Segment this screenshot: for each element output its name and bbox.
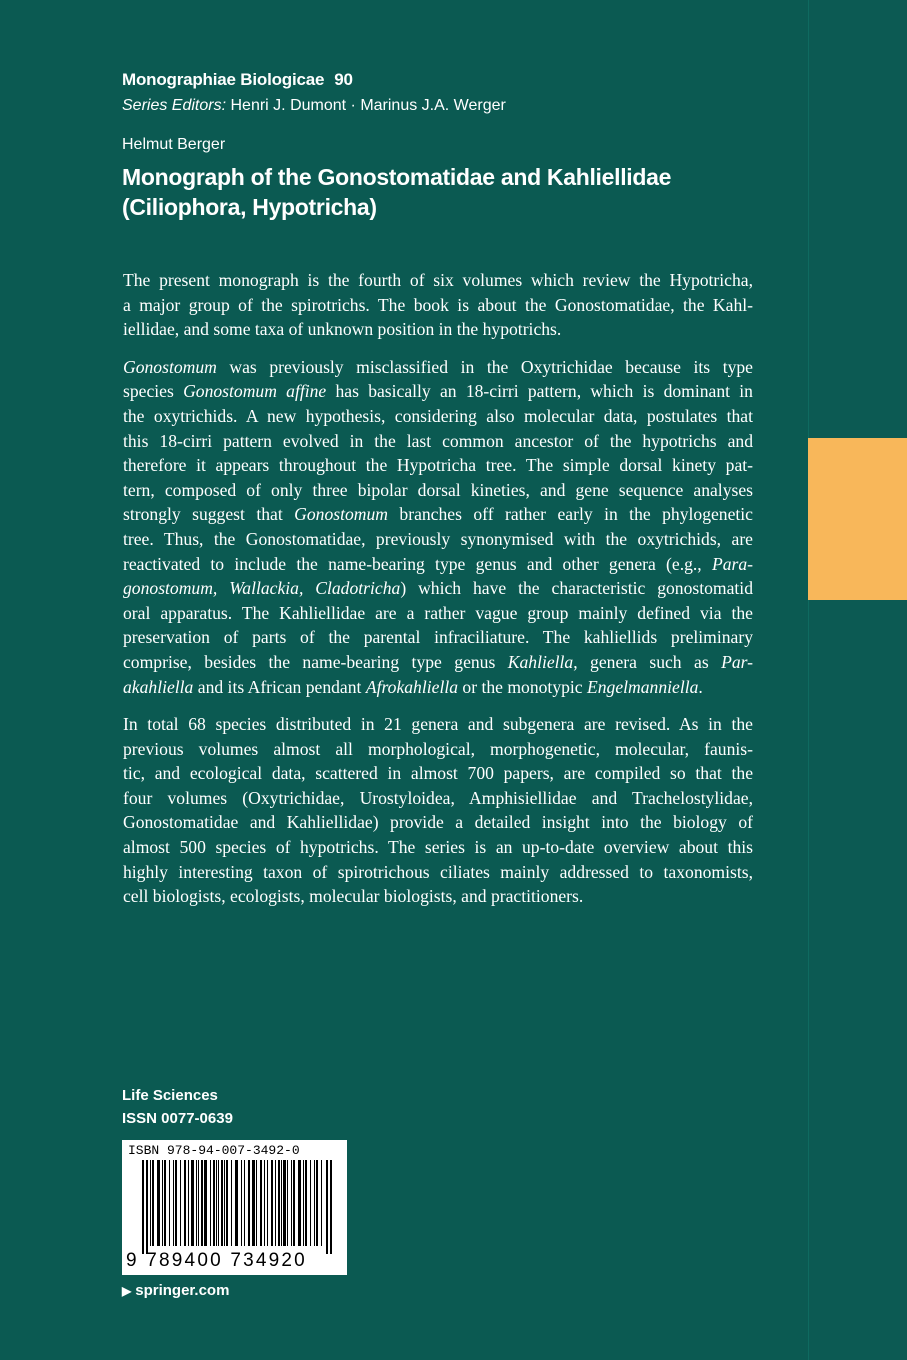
barcode-bar [298,1160,301,1246]
barcode-bar [152,1160,154,1246]
barcode-bar [267,1160,268,1246]
series-editors-names: Henri J. Dumont · Marinus J.A. Werger [230,97,506,114]
book-title-line-2: (Ciliophora, Hypotricha) [122,194,377,220]
barcode-bar [256,1160,257,1246]
barcode-bar [252,1160,255,1246]
blurb-paragraph-3 [123,712,753,909]
barcode-bar [314,1160,315,1246]
barcode-bar [321,1160,322,1246]
spine-strip [808,0,907,1360]
barcode-bar [180,1160,181,1246]
blurb-line: preservation of parts of the parental infraciliature. The kahliellids preliminary [123,627,753,648]
barcode-bar [330,1160,332,1254]
barcode-bar [275,1160,276,1246]
barcode-bar [248,1160,250,1246]
barcode-bar [146,1160,148,1254]
barcode-bar [191,1160,194,1246]
barcode-bar [260,1160,262,1246]
blurb-line: this 18-cirri pattern evolved in the last common ancestor of the hypotrichs and [123,430,753,451]
accent-color-block [808,438,907,600]
taxon-name: Par- [721,651,753,672]
blurb-line: reactivated to include the name-bearing type genus and other genera (e.g., Para- [123,553,753,574]
taxon-name: Gonostomum affine [183,381,327,402]
barcode-bar [303,1160,304,1246]
blurb-line: In total 68 species distributed in 21 genera and subgenera are revised. As in the [123,714,753,735]
blurb-line: tic, and ecological data, scattered in almost 700 papers, are compiled so that the [123,763,753,784]
blurb-line: previous volumes almost all morphological, morphogenetic, molecular, faunis- [123,738,753,759]
barcode-bar [216,1160,217,1246]
barcode-bar [283,1160,286,1246]
blurb-line: a major group of the spirotrichs. The book is about the Gonostomatidae, the Kahl- [123,294,753,315]
blurb-line: tern, composed of only three bipolar dorsal kineties, and gene sequence analyses [123,479,753,500]
taxon-name: Gonostomum [294,504,388,525]
barcode-bar [213,1160,215,1246]
blurb-paragraph-2 [123,355,753,699]
blurb-line: oral apparatus. The Kahliellidae are a rather vague group mainly defined via the [123,602,753,623]
barcode-bar [201,1160,203,1246]
blurb-line: The present monograph is the fourth of six volumes which review the Hypotricha, [123,270,753,290]
ean-digits: 9 789400 734920 [126,1250,307,1271]
barcode-bar [150,1160,151,1246]
series-name: Monographiae Biologicae [122,70,325,89]
barcode-bar [281,1160,282,1246]
taxon-name: Engelmanniella [587,676,699,697]
barcode-bar [326,1160,328,1254]
book-title-line-1: Monograph of the Gonostomatidae and Kahliellidae [122,164,672,190]
barcode-bar [231,1160,232,1246]
blurb-line: tree. Thus, the Gonostomatidae, previously synonymised with the oxytrichids, are [123,528,753,549]
barcode-bar [175,1160,177,1246]
blurb-line: almost 500 species of hypotrichs. The series is an up-to-date overview about this [123,837,753,858]
blurb-line: strongly suggest that Gonostomum branches off rather early in the phylogenetic [123,504,753,525]
blurb-line: the oxytrichids. A new hypothesis, considering also molecular data, postulates that [123,405,753,426]
barcode-bar [291,1160,292,1246]
series-editors [122,97,506,115]
blurb-line: iellidae, and some taxa of unknown position in the hypotrichs. [123,319,562,340]
barcode-bar [210,1160,211,1246]
blurb-line: highly interesting taxon of spirotrichous ciliates mainly addressed to taxonomists, [123,861,753,882]
blurb [123,268,753,922]
barcode-bar [278,1160,280,1246]
blurb-line: cell biologists, ecologists, molecular biologists, and practitioners. [123,886,584,907]
taxon-name: Para- [711,553,753,574]
taxon-name: gonostomum, Wallackia, Cladotricha [123,578,401,599]
taxon-name: Afrokahliella [365,676,459,697]
barcode-bar [226,1160,228,1246]
blurb-line: species Gonostomum affine has basically an 18-cirri pattern, which is dominant in [123,381,753,402]
publisher-website[interactable] [122,1282,229,1299]
barcode-bar [305,1160,307,1246]
blurb-line: four volumes (Oxytrichidae, Urostyloidea, Amphisiellidae and Trachelostylidae, [123,787,753,808]
barcode-bar [218,1160,219,1246]
website-label: springer.com [135,1282,230,1299]
book-title [122,162,782,222]
barcode-bar [198,1160,199,1246]
barcode-bar [224,1160,225,1246]
taxon-name: akahliella [123,676,194,697]
barcode-bar [164,1160,166,1246]
blurb-line: akahliella and its African pendant Afrokahliella or the monotypic Engelmanniella. [123,676,703,697]
blurb-line: Gonostomatidae and Kahliellidae) provide a detailed insight into the biology of [123,812,753,833]
barcode-bar [244,1160,245,1246]
subject-category: Life Sciences [122,1087,218,1104]
barcode-bar [196,1160,197,1246]
barcode-bar [310,1160,311,1246]
isbn-text: ISBN 978-94-007-3492-0 [128,1143,300,1158]
blurb-line: Gonostomum was previously misclassified in the Oxytrichidae because its type [123,356,753,377]
taxon-name: Kahliella [507,651,574,672]
barcode-bar [264,1160,265,1246]
barcode-bar [157,1160,160,1246]
barcode-bar [271,1160,273,1246]
author-name: Helmut Berger [122,136,226,153]
issn: ISSN 0077-0639 [122,1110,233,1127]
barcode-bar [241,1160,242,1246]
barcode-bar [142,1160,144,1254]
barcode-bar [293,1160,295,1246]
barcode-bar [235,1160,238,1246]
series-number: 90 [334,70,353,89]
arrow-right-icon: ▶ [122,1284,132,1298]
blurb-line: comprise, besides the name-bearing type genus Kahliella, genera such as Par- [123,651,753,672]
barcode-bar [316,1160,318,1246]
barcode-bar [169,1160,170,1246]
blurb-line: gonostomum, Wallackia, Cladotricha) which have the characteristic gonostomatid [123,578,753,599]
taxon-name: Gonostomum [123,356,217,377]
barcode-bar [173,1160,174,1246]
barcode-bar [184,1160,186,1246]
barcode-bar [204,1160,207,1246]
series-title [122,70,353,90]
barcode-bar [162,1160,163,1246]
barcode [122,1140,347,1275]
barcode-bar [221,1160,223,1246]
barcode-bar [188,1160,189,1246]
series-editors-label: Series Editors: [122,97,227,114]
barcode-bar [287,1160,288,1246]
blurb-line: therefore it appears throughout the Hypotricha tree. The simple dorsal kinety pat- [123,455,753,476]
blurb-paragraph-1 [123,268,753,342]
